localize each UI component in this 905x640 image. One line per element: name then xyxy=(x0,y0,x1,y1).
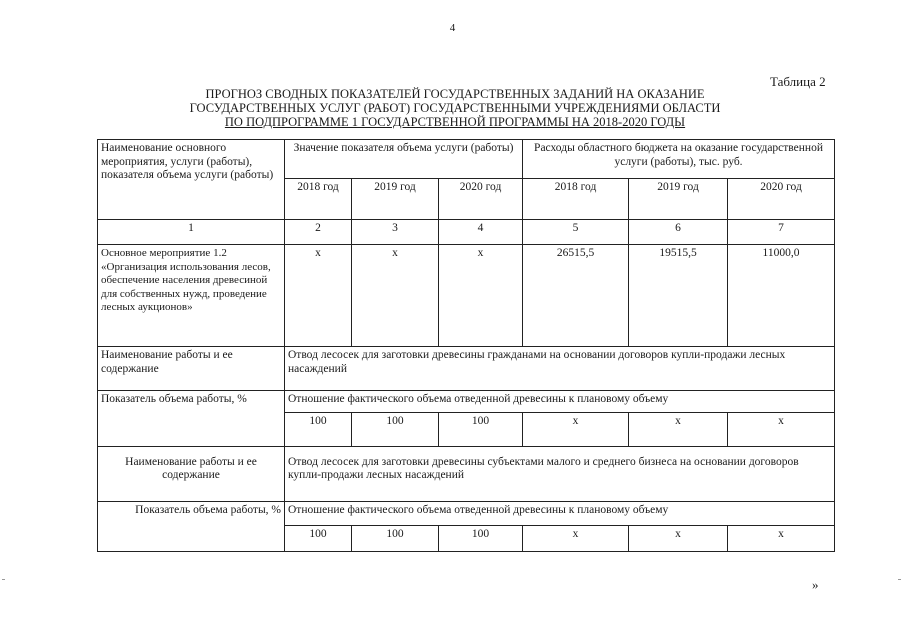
title-line-3: ПО ПОДПРОГРАММЕ 1 ГОСУДАРСТВЕННОЙ ПРОГРАММЫ НА 2018-2020 ГОДЫ xyxy=(224,115,686,129)
work1-indicator-label: Показатель объема работы, % xyxy=(98,391,285,447)
title-line-2: ГОСУДАРСТВЕННЫХ УСЛУГ (РАБОТ) ГОСУДАРСТВЕННЫМИ УЧРЕЖДЕНИЯМИ ОБЛАСТИ xyxy=(189,101,721,115)
work1-value: 100 xyxy=(352,413,439,447)
header-year: 2018 год xyxy=(285,179,352,220)
activity-value: 26515,5 xyxy=(523,245,629,347)
table-label: Таблица 2 xyxy=(770,74,826,89)
work2-content-row xyxy=(98,454,835,502)
continuation-mark: » xyxy=(812,577,819,592)
work2-value: x xyxy=(523,526,629,552)
work2-value: 100 xyxy=(439,526,523,552)
activity-value: x xyxy=(352,245,439,347)
work1-value: x xyxy=(523,413,629,447)
activity-value: 11000,0 xyxy=(728,245,835,347)
activity-value: x xyxy=(285,245,352,347)
work1-value: x xyxy=(629,413,728,447)
work2-value: x xyxy=(629,526,728,552)
header-year: 2020 год xyxy=(728,179,835,220)
spacer-cell xyxy=(285,447,835,454)
work1-content: Отвод лесосек для заготовки древесины гражданами на основании договоров купли-продажи лесных насаждений xyxy=(285,347,835,391)
header-year: 2020 год xyxy=(439,179,523,220)
column-number-row xyxy=(98,220,835,245)
page-number: 4 xyxy=(449,22,456,34)
column-number: 6 xyxy=(629,220,728,245)
table-title xyxy=(150,87,760,129)
work2-label: Наименование работы и ее содержание xyxy=(98,454,285,502)
spacer-cell xyxy=(98,447,285,454)
spacer-row xyxy=(98,447,835,454)
column-number: 3 xyxy=(352,220,439,245)
column-number: 1 xyxy=(98,220,285,245)
header-col1: Наименование основного мероприятия, услуги (работы), показателя объема услуги (работы) xyxy=(98,140,285,220)
work1-value: 100 xyxy=(285,413,352,447)
work2-value: 100 xyxy=(285,526,352,552)
scan-artifact xyxy=(2,579,5,580)
scan-artifact xyxy=(898,579,901,580)
work2-indicator-name: Отношение фактического объема отведенной древесины к плановому объему xyxy=(285,502,835,526)
work1-label: Наименование работы и ее содержание xyxy=(98,347,285,391)
work1-value: x xyxy=(728,413,835,447)
title-line-1: ПРОГНОЗ СВОДНЫХ ПОКАЗАТЕЛЕЙ ГОСУДАРСТВЕННЫХ ЗАДАНИЙ НА ОКАЗАНИЕ xyxy=(205,87,705,101)
work1-value: 100 xyxy=(439,413,523,447)
activity-row xyxy=(98,245,835,347)
activity-value: 19515,5 xyxy=(629,245,728,347)
header-volume-group: Значение показателя объема услуги (работы) xyxy=(285,140,523,179)
work2-value: x xyxy=(728,526,835,552)
column-number: 7 xyxy=(728,220,835,245)
work1-indicator-name: Отношение фактического объема отведенной древесины к плановому объему xyxy=(285,391,835,413)
header-year: 2019 год xyxy=(352,179,439,220)
work2-indicator-label: Показатель объема работы, % xyxy=(98,502,285,552)
activity-value: x xyxy=(439,245,523,347)
column-number: 2 xyxy=(285,220,352,245)
work2-indicator-name-row xyxy=(98,502,835,526)
activity-name: Основное мероприятие 1.2 «Организация использования лесов, обеспечение населения древесиной для собственных нужд, проведение лесных аукционов» xyxy=(98,245,285,347)
header-year: 2019 год xyxy=(629,179,728,220)
work2-content: Отвод лесосек для заготовки древесины субъектами малого и среднего бизнеса на основании договоров купли-продажи лесных насаждений xyxy=(285,454,835,502)
column-number: 5 xyxy=(523,220,629,245)
column-number: 4 xyxy=(439,220,523,245)
header-row-group xyxy=(98,140,835,179)
work1-indicator-name-row xyxy=(98,391,835,413)
header-year: 2018 год xyxy=(523,179,629,220)
work1-content-row xyxy=(98,347,835,391)
forecast-table xyxy=(97,139,835,552)
header-budget-group: Расходы областного бюджета на оказание государственной услуги (работы), тыс. руб. xyxy=(523,140,835,179)
work2-value: 100 xyxy=(352,526,439,552)
